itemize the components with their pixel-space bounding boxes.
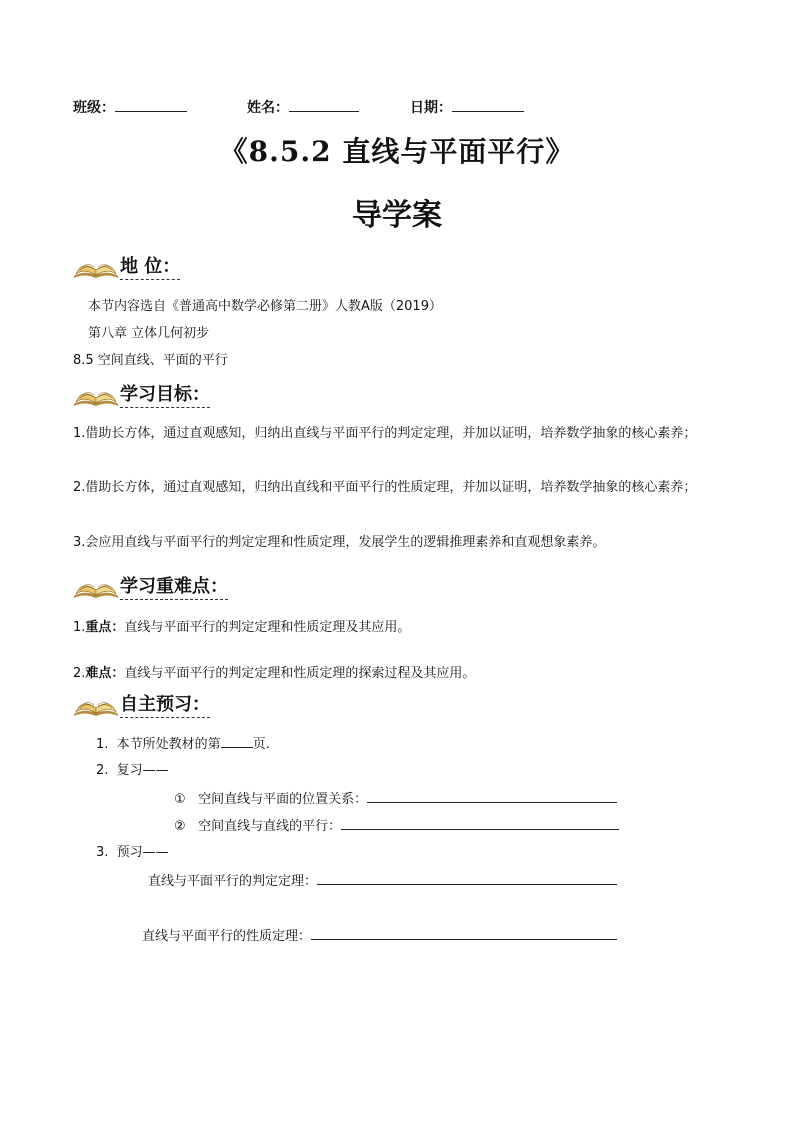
section-position-title: 地 位：: [120, 256, 180, 280]
date-field: [410, 97, 524, 117]
objective-item-1: 1.借助长方体，通过直观感知，归纳出直线与平面平行的判定定理，并加以证明，培养数学抽象的核心素养；: [73, 426, 697, 441]
section-position-header: [72, 256, 180, 280]
date-label: 日期：: [410, 100, 452, 116]
preview-q2-a-text: 空间直线与平面的位置关系：: [198, 792, 368, 807]
position-line-3: 8.5 空间直线、平面的平行: [73, 353, 228, 368]
class-blank[interactable]: [115, 97, 187, 112]
preview-q3-b-text: 直线与平面平行的性质定理：: [142, 929, 312, 944]
objective-item-3: 3.会应用直线与平面平行的判定定理和性质定理，发展学生的逻辑推理素养和直观想象素养。: [73, 535, 606, 550]
preview-q1-post: 页.: [252, 737, 270, 752]
position-line-2: 第八章 立体几何初步: [88, 326, 210, 341]
preview-q3-num: 3.: [96, 845, 109, 860]
difficult-point-num: 2.: [73, 666, 86, 681]
class-field: [73, 97, 187, 117]
section-objectives-title: 学习目标：: [120, 384, 210, 408]
key-point-text: 直线与平面平行的判定定理和性质定理及其应用。: [124, 620, 411, 635]
position-line-1: 本节内容选自《普通高中数学必修第二册》人教A版（2019）: [88, 299, 442, 314]
preview-q2-b-mark: ②: [174, 819, 186, 834]
preview-q3: [96, 843, 169, 863]
open-book-icon: [72, 576, 120, 600]
preview-q2-text: 复习——: [116, 763, 169, 778]
class-label: 班级：: [73, 100, 115, 116]
section-preview-title: 自主预习：: [120, 694, 210, 718]
name-field: [247, 97, 359, 117]
page-title: 《8.5.2 直线与平面平行》: [219, 135, 575, 168]
preview-q2: [96, 761, 169, 781]
property-theorem-blank[interactable]: [311, 925, 617, 940]
criterion-theorem-blank[interactable]: [317, 870, 617, 885]
preview-q1: [96, 733, 270, 755]
section-objectives-header: [72, 384, 210, 408]
preview-q3-a-text: 直线与平面平行的判定定理：: [148, 874, 318, 889]
difficult-point-text: 直线与平面平行的判定定理和性质定理的探索过程及其应用。: [124, 666, 476, 681]
open-book-icon: [72, 384, 120, 408]
name-blank[interactable]: [289, 97, 359, 112]
line-parallel-blank[interactable]: [341, 815, 619, 830]
preview-q2-num: 2.: [96, 763, 109, 778]
preview-q2-a-mark: ①: [174, 792, 186, 807]
key-point: [73, 618, 410, 638]
preview-q3-b: [142, 925, 617, 947]
section-keypoints-title: 学习重难点：: [120, 576, 228, 600]
difficult-point: [73, 664, 475, 684]
preview-q3-text: 预习——: [116, 845, 169, 860]
preview-q2-a: [174, 788, 617, 810]
date-blank[interactable]: [452, 97, 524, 112]
key-point-label: 重点：: [85, 620, 125, 635]
open-book-icon: [72, 694, 120, 718]
preview-q3-a: [148, 870, 617, 892]
page-number-blank[interactable]: [221, 733, 253, 748]
name-label: 姓名：: [247, 100, 289, 116]
preview-q1-pre: 本节所处教材的第: [116, 737, 221, 752]
objective-item-2: 2.借助长方体，通过直观感知，归纳出直线和平面平行的性质定理，并加以证明，培养数学抽象的核心素养；: [73, 480, 697, 495]
preview-q2-b-text: 空间直线与直线的平行：: [198, 819, 342, 834]
position-relation-blank[interactable]: [367, 788, 617, 803]
preview-q1-num: 1.: [96, 737, 109, 752]
key-point-num: 1.: [73, 620, 86, 635]
section-keypoints-header: [72, 576, 228, 600]
section-preview-header: [72, 694, 210, 718]
difficult-point-label: 难点：: [85, 666, 125, 681]
page-subtitle: 导学案: [352, 198, 442, 233]
preview-q2-b: [174, 815, 619, 837]
open-book-icon: [72, 256, 120, 280]
